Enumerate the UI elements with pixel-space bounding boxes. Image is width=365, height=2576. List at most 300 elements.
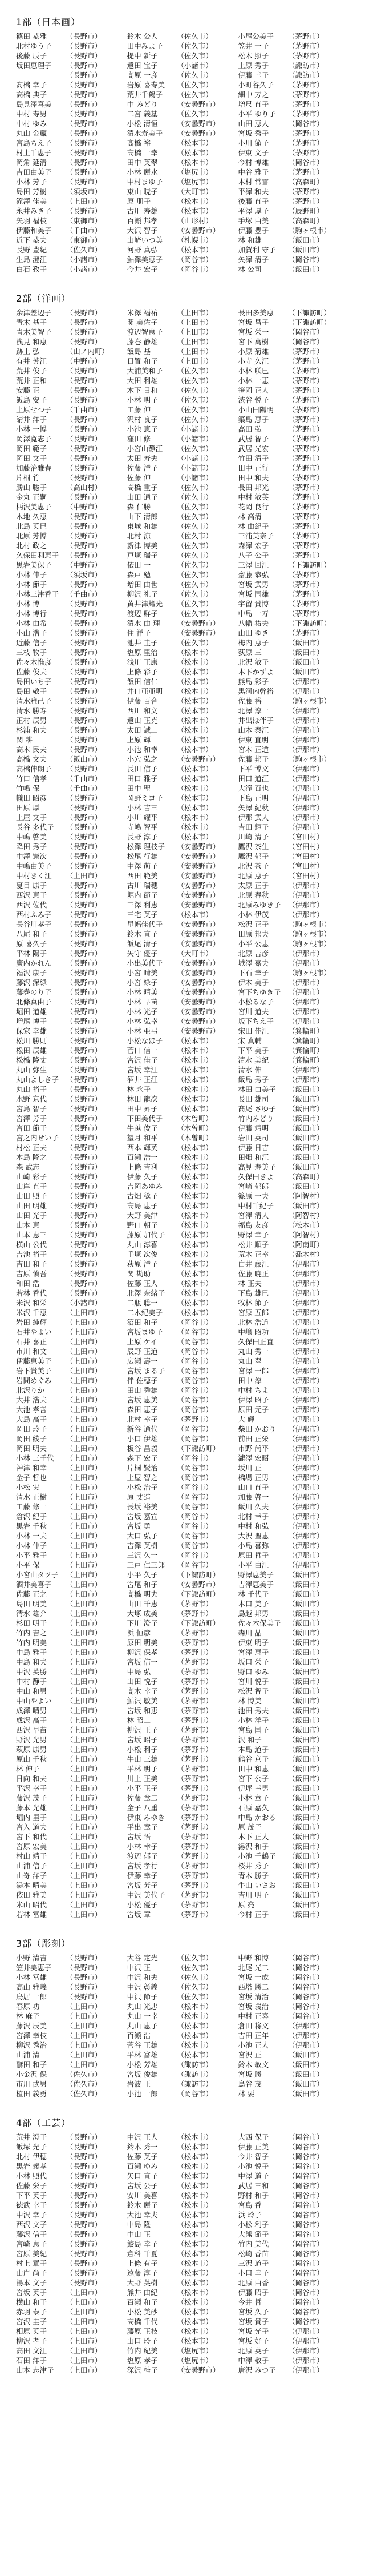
member-name: 柳沢 孝子 bbox=[16, 2337, 47, 2345]
member-name: 塩原 孝子 bbox=[127, 2356, 158, 2365]
member-city: （佐久市） bbox=[177, 396, 213, 404]
member-name: 宮坂 英子 bbox=[16, 2288, 47, 2297]
member-city: （茅野市） bbox=[177, 1823, 213, 1831]
member-city: （上田市） bbox=[66, 1803, 102, 1812]
member-name: 小松 利子 bbox=[127, 1745, 158, 1754]
member-name: 清水 伸 bbox=[238, 1066, 262, 1074]
section bbox=[16, 2116, 349, 2375]
member-name: 北沢りか bbox=[16, 1386, 45, 1395]
table-row bbox=[16, 1512, 349, 1521]
member-name: 小宮山静江 bbox=[127, 444, 163, 453]
member-name: 小野 清吉 bbox=[16, 1954, 47, 1962]
member-city: （伊那市） bbox=[288, 716, 324, 725]
roster-table bbox=[16, 31, 349, 274]
table-row bbox=[16, 745, 349, 754]
member-city: （伊那市） bbox=[288, 1318, 324, 1327]
member-name: 宮坂 勝 bbox=[238, 2070, 262, 2079]
member-name: 小尾公美子 bbox=[238, 32, 274, 41]
member-city: （上田市） bbox=[66, 1609, 102, 1618]
member-name: 小口 幸子 bbox=[238, 2269, 269, 2277]
member-city: （茅野市） bbox=[177, 1697, 213, 1705]
member-city: （安曇野市） bbox=[177, 129, 220, 138]
member-city: （茅野市） bbox=[177, 1726, 213, 1734]
member-city: （安曇野市） bbox=[177, 881, 220, 890]
member-city: （伊那市） bbox=[288, 2337, 324, 2345]
member-name: 鷹沢 郁子 bbox=[238, 852, 269, 861]
table-row bbox=[16, 657, 349, 667]
member-city: （上田市） bbox=[66, 1522, 102, 1530]
member-city: （長野市） bbox=[66, 959, 102, 967]
member-name: 矢羽 福枝 bbox=[16, 216, 47, 225]
member-name: 島田 芳樹 bbox=[16, 187, 47, 196]
member-name: 武居 智子 bbox=[238, 435, 269, 443]
member-city: （茅野市） bbox=[288, 444, 324, 453]
member-name: 森田 恵子 bbox=[127, 1405, 158, 1414]
member-name: 宮木 正道 bbox=[238, 745, 269, 754]
member-name: 野沢 光男 bbox=[16, 1735, 47, 1744]
member-city: （上田市） bbox=[66, 1697, 102, 1705]
member-name: 中澤 道子 bbox=[238, 2172, 269, 2180]
table-row bbox=[16, 978, 349, 987]
member-city: （上田市） bbox=[66, 1900, 102, 1909]
member-name: 岡田 文子 bbox=[16, 454, 47, 463]
member-name: 飯島 安子 bbox=[16, 396, 47, 404]
table-row bbox=[16, 1667, 349, 1677]
member-name: 松田 辰雄 bbox=[16, 1046, 47, 1055]
member-name: 梅内 恵子 bbox=[238, 638, 269, 647]
table-row bbox=[16, 128, 349, 138]
member-city: （長野市） bbox=[66, 2259, 102, 2268]
member-name: 今井 智子 bbox=[238, 2152, 269, 2161]
member-name: 小林 麗水 bbox=[127, 168, 158, 176]
member-city: （長野市） bbox=[66, 532, 102, 540]
table-row bbox=[16, 1783, 349, 1793]
member-city: （佐久市） bbox=[177, 71, 213, 79]
member-city: （塩尻市） bbox=[177, 168, 213, 176]
member-city: （上田市） bbox=[66, 1735, 102, 1744]
member-city: （岡谷市） bbox=[288, 2298, 324, 2306]
member-city: （茅野市） bbox=[288, 81, 324, 89]
member-name: 岡田 明夫 bbox=[16, 1444, 47, 1453]
member-name: 新谷 通代 bbox=[127, 1425, 158, 1433]
member-city: （佐久市） bbox=[177, 32, 213, 41]
member-name: 山浦 清 bbox=[16, 2051, 40, 2059]
member-city: （佐久市） bbox=[177, 415, 213, 424]
member-city: （上田市） bbox=[66, 1367, 102, 1375]
section bbox=[16, 15, 349, 287]
member-name: 山田 ゆき bbox=[238, 629, 269, 637]
member-name: 宋田 佳江 bbox=[238, 1027, 269, 1035]
member-city: （茅野市） bbox=[288, 425, 324, 433]
member-name: 藤沢 信子 bbox=[16, 2230, 47, 2239]
member-name: 松澤 理枝子 bbox=[127, 842, 165, 851]
member-name: 後藤 直子 bbox=[238, 197, 269, 206]
member-city: （安曇野市） bbox=[177, 629, 220, 637]
member-city: （茅野市） bbox=[288, 386, 324, 395]
table-row bbox=[16, 2079, 349, 2089]
member-city: （長野市） bbox=[66, 910, 102, 919]
member-name: 藤原 正枝 bbox=[127, 2327, 158, 2336]
member-name: 林 高清 bbox=[238, 512, 262, 521]
table-row bbox=[16, 570, 349, 580]
member-city: （長野市） bbox=[66, 1201, 102, 1210]
member-name: 佐藤 伸 bbox=[127, 473, 151, 482]
member-city: （上田市） bbox=[66, 1726, 102, 1734]
member-city: （阿智村） bbox=[288, 1192, 324, 1200]
member-city: （安曇野市） bbox=[177, 1580, 220, 1589]
member-name: 山田 千恵 bbox=[127, 1600, 158, 1608]
member-name: 伊東 直明 bbox=[238, 736, 269, 744]
table-row bbox=[16, 1686, 349, 1696]
member-name: 林 要 bbox=[238, 2089, 255, 2098]
table-row bbox=[16, 1424, 349, 1434]
table-row bbox=[16, 327, 349, 337]
member-name: 安藤 正 bbox=[16, 386, 40, 395]
member-city: （長野市） bbox=[66, 1143, 102, 1152]
member-name: 佐藤 章二 bbox=[127, 1794, 158, 1802]
table-row bbox=[16, 1337, 349, 1347]
member-name: 橋場 正男 bbox=[238, 1473, 269, 1482]
member-name: 川崎 清子 bbox=[238, 833, 269, 841]
member-city: （中野市） bbox=[66, 357, 102, 365]
member-name: 廣内かれん bbox=[16, 959, 52, 967]
table-row bbox=[16, 1560, 349, 1570]
member-city: （岡谷市） bbox=[288, 2201, 324, 2209]
member-city: （宮田村） bbox=[288, 871, 324, 880]
table-row bbox=[16, 1822, 349, 1832]
member-city: （長野市） bbox=[66, 629, 102, 637]
member-name: 伊東 文子 bbox=[238, 148, 269, 157]
table-row bbox=[16, 1181, 349, 1191]
table-row bbox=[16, 1366, 349, 1376]
member-name: 中島 隆 bbox=[127, 2220, 151, 2229]
member-city: （松本市） bbox=[177, 687, 213, 696]
member-city: （上田市） bbox=[66, 2022, 102, 2030]
member-city: （上田市） bbox=[66, 1357, 102, 1365]
member-city: （岡谷市） bbox=[177, 1337, 213, 1346]
member-city: （長野市） bbox=[66, 1066, 102, 1074]
member-name: 丸山 裕子 bbox=[16, 1085, 47, 1094]
member-city: （駒ヶ根市） bbox=[288, 930, 331, 938]
member-city: （伊那市） bbox=[288, 1066, 324, 1074]
member-city: （伊那市） bbox=[288, 765, 324, 773]
member-name: 大池 孝善 bbox=[16, 1405, 47, 1414]
member-name: 佐藤 洋子 bbox=[127, 464, 158, 472]
table-row bbox=[16, 226, 349, 235]
member-name: 寺嶋 智平 bbox=[127, 823, 158, 831]
member-name: 竹嶋 保 bbox=[16, 784, 40, 793]
member-name: 久保田正直 bbox=[238, 1337, 274, 1346]
member-city: （安曇野市） bbox=[177, 1027, 220, 1035]
member-name: 松川 勝則 bbox=[16, 1036, 47, 1045]
table-row bbox=[16, 167, 349, 177]
member-city: （長野市） bbox=[66, 444, 102, 453]
member-name: 久保田きよ bbox=[238, 1172, 274, 1181]
member-name: 小林 早苗 bbox=[127, 998, 158, 1006]
table-row bbox=[16, 958, 349, 968]
member-city: （飯田市） bbox=[288, 1862, 324, 1870]
member-name: 小林 晴美 bbox=[127, 988, 158, 996]
table-row bbox=[16, 1356, 349, 1366]
member-name: 倉田 将文 bbox=[238, 2022, 269, 2030]
member-name: 増田 由世 bbox=[127, 580, 158, 589]
member-name: 唐沢 みつ子 bbox=[238, 2366, 276, 2374]
member-city: （岡谷市） bbox=[177, 1473, 213, 1482]
member-city: （長野市） bbox=[66, 2152, 102, 2161]
member-name: 西沢 文子 bbox=[16, 2220, 47, 2229]
member-city: （岡谷市） bbox=[288, 2278, 324, 2287]
member-city: （松本市） bbox=[177, 2022, 213, 2030]
member-city: （長野市） bbox=[66, 1250, 102, 1259]
member-city: （岡谷市） bbox=[177, 265, 213, 274]
member-name: 池田 秀夫 bbox=[238, 1706, 269, 1715]
member-city: （長野市） bbox=[66, 687, 102, 696]
member-name: 鳥越 邦男 bbox=[238, 1609, 269, 1618]
member-city: （飯田市） bbox=[288, 2089, 324, 2098]
table-row bbox=[16, 187, 349, 196]
table-row bbox=[16, 1715, 349, 1725]
member-city: （長野市） bbox=[66, 1172, 102, 1181]
member-city: （茅野市） bbox=[177, 1794, 213, 1802]
table-row bbox=[16, 1531, 349, 1541]
table-row bbox=[16, 929, 349, 939]
member-city: （茅野市） bbox=[177, 1803, 213, 1812]
member-city: （伊那市） bbox=[288, 2356, 324, 2365]
member-city: （松本市） bbox=[177, 2308, 213, 2316]
member-city: （松本市） bbox=[177, 803, 213, 812]
member-city: （飯田市） bbox=[288, 1697, 324, 1705]
member-name: 今村 正子 bbox=[238, 1910, 269, 1919]
member-name: 北沢 茶子 bbox=[238, 862, 269, 870]
member-name: 小林 伊茂 bbox=[238, 910, 269, 919]
table-row bbox=[16, 2171, 349, 2181]
member-name: 中沢 正 bbox=[127, 1963, 151, 1972]
table-row bbox=[16, 706, 349, 716]
member-name: 伊藤 幸子 bbox=[238, 71, 269, 79]
member-name: 百瀬 ゆみ bbox=[127, 2162, 158, 2171]
member-city: （長野市） bbox=[66, 2143, 102, 2151]
member-name: 中島 かおる bbox=[238, 1813, 276, 1822]
member-city: （岡谷市） bbox=[288, 1992, 324, 2001]
member-city: （長野市） bbox=[66, 90, 102, 99]
member-city: （伊那市） bbox=[288, 1551, 324, 1560]
member-city: （下諏訪町） bbox=[177, 1619, 220, 1627]
member-city: （伊那市） bbox=[288, 1289, 324, 1297]
member-name: 宮坂 まる子 bbox=[127, 1367, 165, 1375]
member-city: （伊那市） bbox=[288, 745, 324, 754]
member-city: （上田市） bbox=[66, 1347, 102, 1356]
member-name: 小平 正子 bbox=[127, 1784, 158, 1793]
member-name: 竹内 吉之 bbox=[16, 1629, 47, 1637]
member-name: 小川 耀平 bbox=[127, 813, 158, 822]
member-city: （岡谷市） bbox=[177, 1367, 213, 1375]
member-name: 小林 伸子 bbox=[16, 570, 47, 579]
member-city: （下諏訪町） bbox=[288, 308, 331, 317]
member-city: （岡谷市） bbox=[177, 1551, 213, 1560]
table-row bbox=[16, 1094, 349, 1104]
member-city: （松本市） bbox=[177, 2259, 213, 2268]
member-name: 田原 邦夫 bbox=[238, 930, 269, 938]
member-city: （上田市） bbox=[66, 1434, 102, 1443]
member-name: 笠井 一子 bbox=[238, 42, 269, 50]
member-name: 伊藤 正美 bbox=[238, 2143, 269, 2151]
member-name: 丸山 恵子 bbox=[127, 2022, 158, 2030]
member-name: 北村 涼 bbox=[127, 532, 151, 540]
member-city: （松本市） bbox=[177, 2041, 213, 2049]
member-city: （千曲市） bbox=[66, 774, 102, 783]
member-city: （岡谷市） bbox=[177, 1512, 213, 1521]
member-city: （岡谷市） bbox=[288, 2002, 324, 2011]
member-name: 原田 元子 bbox=[238, 1405, 269, 1414]
member-name: 島見澤喜美 bbox=[16, 100, 52, 108]
table-row bbox=[16, 61, 349, 70]
member-city: （安曇野市） bbox=[177, 852, 220, 861]
table-row bbox=[16, 1910, 349, 1919]
member-name: 吉澤恵美子 bbox=[238, 1580, 274, 1589]
member-city: （上田市） bbox=[66, 1813, 102, 1822]
table-row bbox=[16, 2220, 349, 2229]
member-city: （飯田市） bbox=[288, 1726, 324, 1734]
member-name: 伊藤 靖明 bbox=[238, 1124, 269, 1132]
table-row bbox=[16, 764, 349, 774]
member-city: （伊那市） bbox=[288, 1415, 324, 1424]
member-name: 西沢 早苗 bbox=[16, 1726, 47, 1734]
member-city: （長野市） bbox=[66, 2181, 102, 2190]
member-city: （飯田市） bbox=[288, 638, 324, 647]
member-name: 宮澤 清人 bbox=[238, 1211, 269, 1220]
member-name: 小平 雅子 bbox=[16, 1551, 47, 1560]
member-city: （佐久市） bbox=[66, 246, 102, 254]
member-city: （茅野市） bbox=[288, 541, 324, 550]
member-city: （上田市） bbox=[66, 1561, 102, 1569]
member-name: 古川 瑞穂 bbox=[127, 881, 158, 890]
member-city: （岡谷市） bbox=[177, 1328, 213, 1336]
member-name: 伊藤 豊子 bbox=[238, 226, 269, 235]
member-city: （茅野市） bbox=[177, 1648, 213, 1657]
member-name: 中澤 憲次 bbox=[16, 852, 47, 861]
member-name: 渡辺 郁子 bbox=[127, 1852, 158, 1860]
table-row bbox=[16, 1240, 349, 1249]
member-city: （上田市） bbox=[66, 2298, 102, 2306]
member-city: （佐久市） bbox=[177, 590, 213, 598]
member-city: （安曇野市） bbox=[177, 959, 220, 967]
member-name: 平林 富雄 bbox=[127, 2051, 158, 2059]
table-row bbox=[16, 1298, 349, 1308]
member-city: （岡谷市） bbox=[177, 1464, 213, 1472]
member-name: 小山 浩子 bbox=[16, 629, 47, 637]
member-name: 中沢 和夫 bbox=[127, 1973, 158, 1982]
member-city: （長野市） bbox=[66, 1279, 102, 1288]
table-row bbox=[16, 1259, 349, 1269]
member-city: （小諸市） bbox=[66, 255, 102, 264]
table-row bbox=[16, 822, 349, 832]
table-row bbox=[16, 716, 349, 725]
member-name: 荒井千鶴子 bbox=[127, 90, 163, 99]
table-row bbox=[16, 900, 349, 910]
member-city: （飯田市） bbox=[288, 2070, 324, 2079]
member-name: 渋谷 悦子 bbox=[238, 396, 269, 404]
member-city: （安曇野市） bbox=[177, 871, 220, 880]
member-city: （長野市） bbox=[66, 1104, 102, 1113]
member-name: 山口 玲子 bbox=[127, 2337, 158, 2345]
member-city: （長野市） bbox=[66, 318, 102, 327]
member-city: （上田市） bbox=[66, 1454, 102, 1462]
member-name: 浜 玲子 bbox=[238, 2211, 262, 2219]
member-city: （千曲市） bbox=[66, 784, 102, 793]
member-city: （伊那市） bbox=[288, 794, 324, 802]
member-city: （駒ヶ根市） bbox=[288, 920, 331, 929]
member-city: （長野市） bbox=[66, 2230, 102, 2239]
member-name: 伊藤 幸子 bbox=[127, 1871, 158, 1880]
member-city: （岡谷市） bbox=[288, 2230, 324, 2239]
member-name: 宮沢 圭子 bbox=[16, 2317, 47, 2326]
member-city: （松本市） bbox=[177, 1299, 213, 1307]
member-city: （上田市） bbox=[66, 1376, 102, 1385]
member-name: 酒井美喜子 bbox=[16, 1580, 52, 1589]
member-city: （飯田市） bbox=[288, 1104, 324, 1113]
member-name: 村上 章子 bbox=[16, 2259, 47, 2268]
member-name: 山崎いつ美 bbox=[127, 236, 163, 244]
table-row bbox=[16, 119, 349, 128]
member-name: 清水寿美子 bbox=[127, 129, 163, 138]
member-name: 宋 真輔 bbox=[238, 1036, 262, 1045]
member-name: 伊坪 幸男 bbox=[238, 1784, 269, 1793]
member-name: 長田 信子 bbox=[127, 765, 158, 773]
member-name: 長谷 多代子 bbox=[16, 823, 54, 831]
member-name: 三戸 仁三郎 bbox=[127, 1561, 165, 1569]
member-name: 増尺 直子 bbox=[238, 100, 269, 108]
member-city: （松本市） bbox=[177, 1279, 213, 1288]
member-city: （飯田市） bbox=[288, 265, 324, 274]
member-city: （伊那市） bbox=[288, 1299, 324, 1307]
member-name: 長田多美恵 bbox=[238, 308, 274, 317]
member-city: （岡谷市） bbox=[288, 2249, 324, 2258]
member-name: 藤本 光雄 bbox=[16, 1803, 47, 1812]
member-city: （木曽町） bbox=[177, 1124, 213, 1132]
member-name: 大滝 百也 bbox=[238, 784, 269, 793]
member-city: （長野市） bbox=[66, 541, 102, 550]
member-city: （上田市） bbox=[177, 357, 213, 365]
member-city: （茅野市） bbox=[288, 376, 324, 385]
member-city: （伊那市） bbox=[288, 1434, 324, 1443]
member-city: （上田市） bbox=[66, 2317, 102, 2326]
member-name: 中村 正喜 bbox=[238, 2012, 269, 2020]
member-name: 岩間めぐみ bbox=[16, 1376, 52, 1385]
member-name: 宮坂 孝行 bbox=[127, 1862, 158, 1870]
member-city: （上田市） bbox=[66, 1308, 102, 1317]
member-city: （駒ヶ根市） bbox=[288, 968, 331, 977]
member-name: 大田 利雄 bbox=[127, 376, 158, 385]
member-name: 矢口 直子 bbox=[127, 2172, 158, 2180]
member-name: 大島 高子 bbox=[16, 1415, 47, 1424]
member-city: （伊那市） bbox=[288, 813, 324, 822]
member-name: 米澤 福祐 bbox=[127, 308, 158, 317]
member-city: （飯田市） bbox=[288, 1134, 324, 1142]
table-row bbox=[16, 264, 349, 274]
member-city: （長野市） bbox=[66, 2220, 102, 2229]
member-city: （伊那市） bbox=[288, 784, 324, 793]
member-name: 浅見 和恵 bbox=[16, 337, 47, 346]
member-name: 倉科 千夏 bbox=[127, 2249, 158, 2258]
member-city: （安曇野市） bbox=[177, 968, 220, 977]
member-city: （小諸市） bbox=[177, 61, 213, 70]
member-city: （安曇野市） bbox=[177, 1007, 220, 1016]
member-city: （佐久市） bbox=[177, 522, 213, 531]
member-city: （伊那市） bbox=[288, 910, 324, 919]
member-name: 岡田 綾子 bbox=[16, 1434, 47, 1443]
member-name: 小松 清恒 bbox=[127, 119, 158, 128]
member-name: 石原 嘉久 bbox=[238, 1803, 269, 1812]
